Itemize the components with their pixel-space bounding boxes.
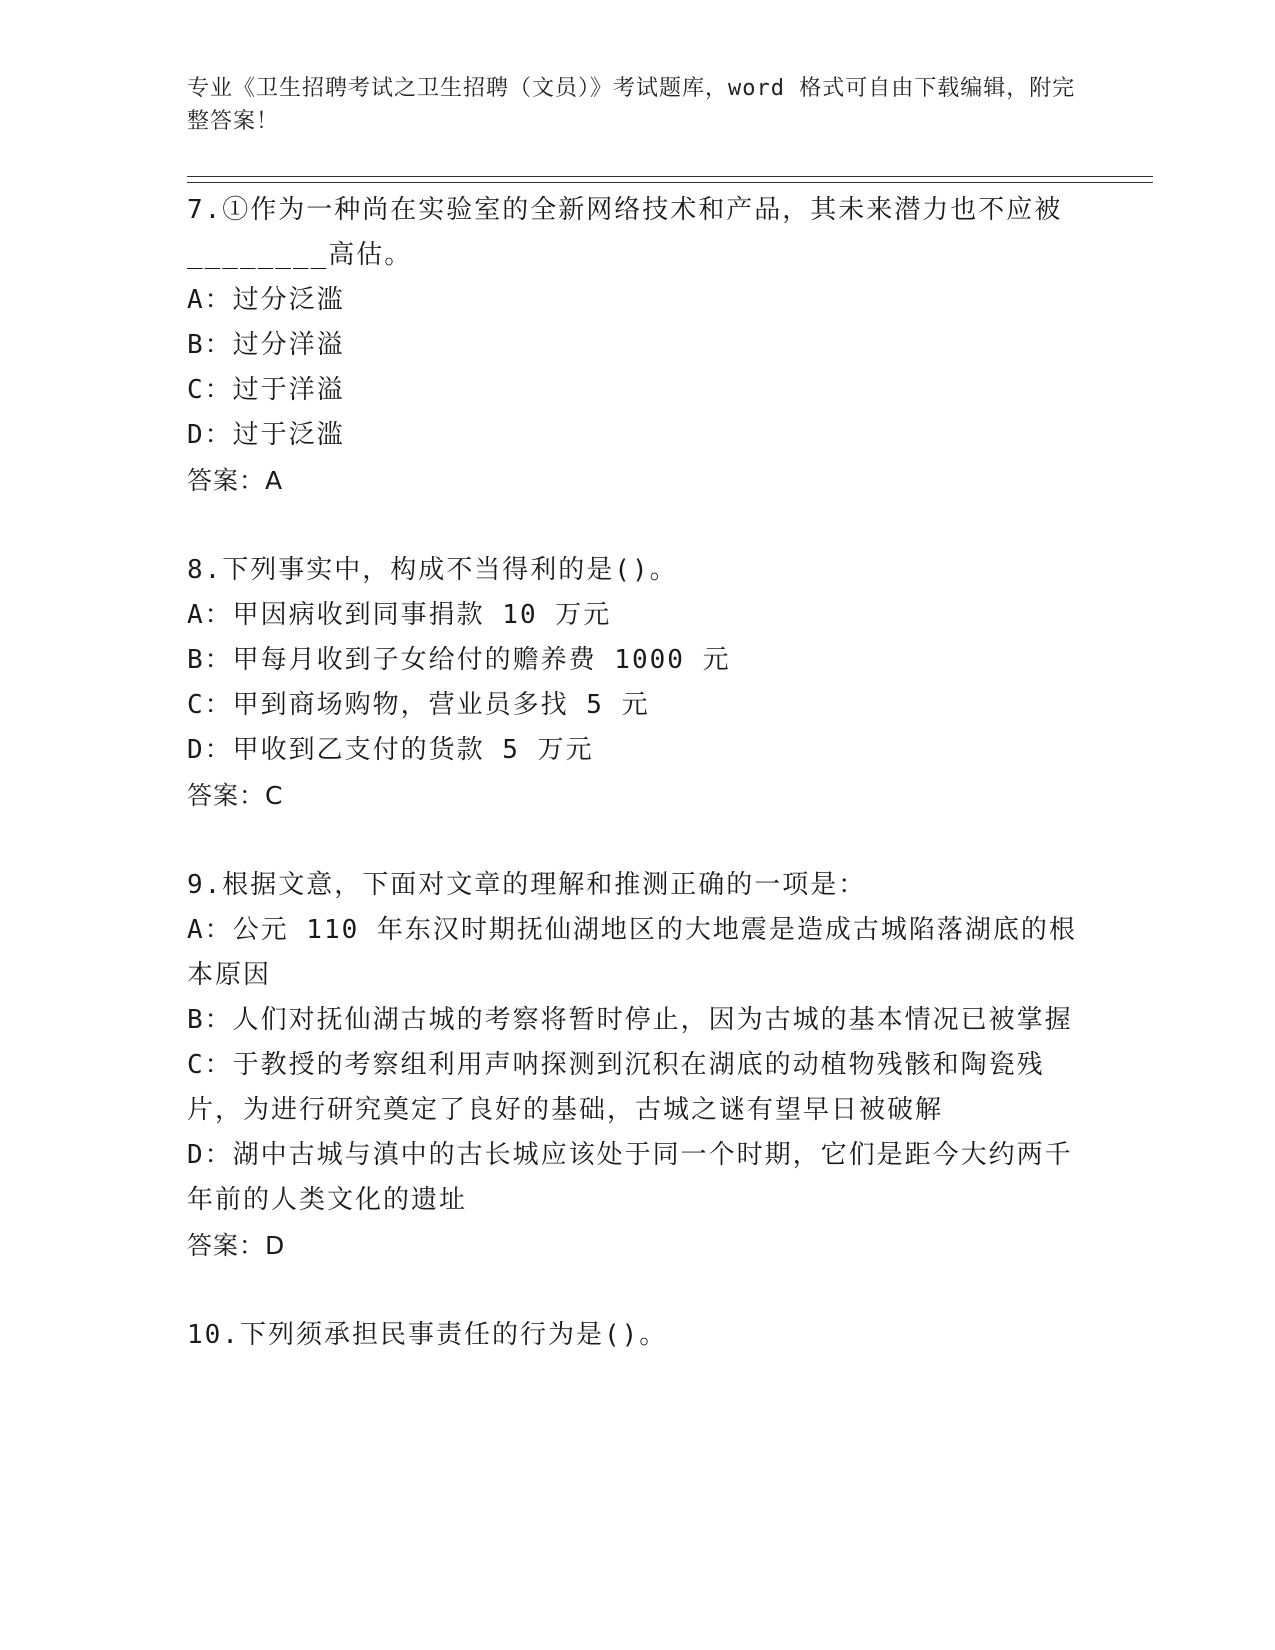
option-a: A：公元 110 年东汉时期抚仙湖地区的大地震是造成古城陷落湖底的根本原因 — [187, 915, 1077, 990]
question-stem: 7.①作为一种尚在实验室的全新网络技术和产品，其未来潜力也不应被________高估。 — [187, 195, 1063, 270]
header-title: 专业《卫生招聘考试之卫生招聘（文员）》考试题库，word 格式可自由下载编辑，附完整答案！ — [187, 76, 1076, 134]
spacer — [187, 818, 1087, 863]
question-9 — [187, 863, 1087, 1268]
document-header — [187, 72, 1087, 138]
option-b: B：过分洋溢 — [187, 330, 345, 360]
option-a: A：甲因病收到同事捐款 10 万元 — [187, 600, 612, 630]
option-b: B：人们对抚仙湖古城的考察将暂时停止，因为古城的基本情况已被掌握 — [187, 1005, 1073, 1035]
option-a: A：过分泛滥 — [187, 285, 345, 315]
answer-line: 答案：A — [187, 466, 284, 495]
question-stem: 10.下列须承担民事责任的行为是()。 — [187, 1320, 668, 1350]
question-stem: 9.根据文意，下面对文章的理解和推测正确的一项是： — [187, 870, 867, 900]
option-c: C：于教授的考察组利用声呐探测到沉积在湖底的动植物残骸和陶瓷残片，为进行研究奠定了良好的基础，古城之谜有望早日被破解 — [187, 1050, 1045, 1125]
spacer — [187, 1268, 1087, 1313]
question-10 — [187, 1313, 1087, 1358]
option-b: B：甲每月收到子女给付的赡养费 1000 元 — [187, 645, 731, 675]
option-c: C：甲到商场购物，营业员多找 5 元 — [187, 690, 650, 720]
option-d: D：湖中古城与滇中的古长城应该处于同一个时期，它们是距今大约两千年前的人类文化的遗址 — [187, 1140, 1073, 1215]
option-c: C：过于洋溢 — [187, 375, 345, 405]
option-d: D：过于泛滥 — [187, 420, 345, 450]
question-stem: 8.下列事实中，构成不当得利的是()。 — [187, 555, 678, 585]
header-rule-bottom — [187, 182, 1153, 183]
answer-line: 答案：C — [187, 781, 284, 810]
spacer — [187, 503, 1087, 548]
answer-line: 答案：D — [187, 1231, 286, 1260]
question-list — [187, 188, 1087, 1358]
option-d: D：甲收到乙支付的货款 5 万元 — [187, 735, 594, 765]
question-7 — [187, 188, 1087, 503]
header-rule-top — [187, 176, 1153, 177]
question-8 — [187, 548, 1087, 818]
